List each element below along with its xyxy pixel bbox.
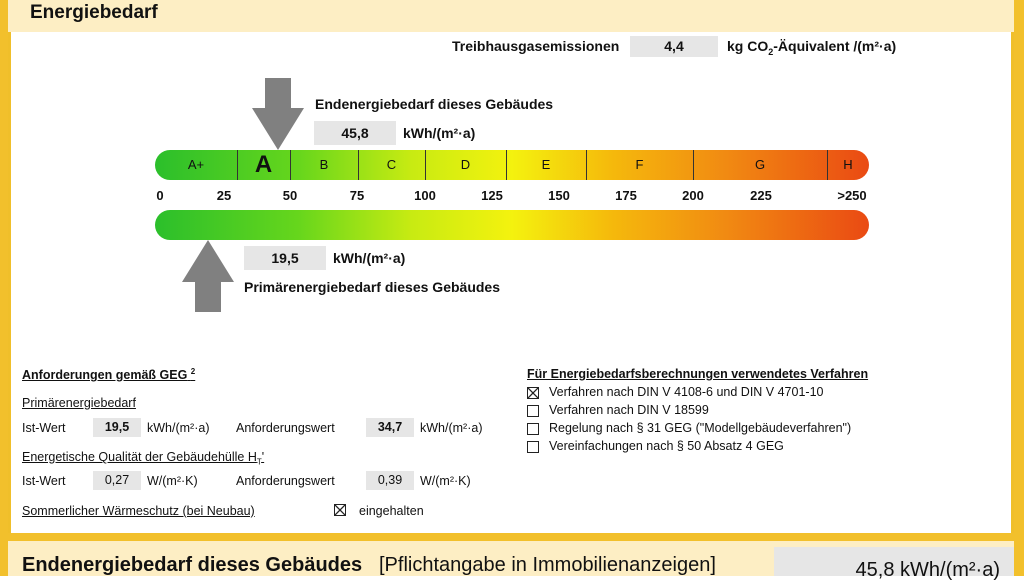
method-label: Regelung nach § 31 GEG ("Modellgebäudeverfahren") (549, 421, 852, 435)
scale-tick-label: >250 (837, 188, 867, 203)
endenergie-unit: kWh/(m²·a) (403, 125, 476, 141)
huelle-anf-value: 0,39 (366, 471, 414, 490)
energy-class-d: D (460, 157, 471, 172)
ist-label: Ist-Wert (22, 421, 66, 435)
anf-unit: kWh/(m²·a) (420, 421, 483, 435)
scale-tick-label: 100 (414, 188, 436, 203)
scale-tick-label: 175 (615, 188, 637, 203)
scale-tick-label: 0 (156, 188, 164, 203)
anf-label: Anforderungswert (236, 421, 335, 435)
energy-class-h: H (843, 157, 853, 172)
section-title: Energiebedarf (30, 2, 158, 23)
huelle-ist-value: 0,27 (93, 471, 141, 490)
class-separator (827, 150, 828, 180)
method-label: Verfahren nach DIN V 18599 (549, 403, 709, 417)
class-separator (425, 150, 426, 180)
scale-tick-label: 225 (750, 188, 772, 203)
endenergie-label: Endenergiebedarf dieses Gebäudes (315, 96, 554, 112)
scale-tick-label: 150 (548, 188, 570, 203)
check-cross-icon (528, 388, 538, 398)
scale-tick-label: 75 (349, 188, 365, 203)
class-separator (586, 150, 587, 180)
primary-energy-scale (155, 210, 869, 240)
anf-value: 34,7 (366, 418, 414, 437)
energy-class-f: F (635, 157, 644, 172)
footer-value: 45,8 kWh/(m²·a) (855, 559, 1000, 581)
huelle-ist-label: Ist-Wert (22, 474, 66, 488)
primaer-req-title: Primärenergiebedarf (22, 396, 136, 410)
endenergie-arrow-icon (252, 78, 304, 150)
class-separator (237, 150, 238, 180)
energy-class-b: B (319, 157, 329, 172)
ghg-unit: kg $CO_2$-Äquivalent /(m²·a) (727, 38, 897, 57)
footer-value-box (774, 547, 1014, 581)
method-label: Verfahren nach DIN V 4108-6 und DIN V 4701-10 (549, 385, 824, 399)
class-separator (693, 150, 694, 180)
energy-class-aplus: A+ (187, 157, 205, 172)
scale-tick-label: 25 (216, 188, 232, 203)
ist-unit: kWh/(m²·a) (147, 421, 210, 435)
energy-class-a: A (254, 151, 273, 178)
class-separator (290, 150, 291, 180)
huelle-anf-label: Anforderungswert (236, 474, 335, 488)
scale-tick-label: 200 (682, 188, 704, 203)
waermeschutz-label: Sommerlicher Wärmeschutz (bei Neubau) (22, 504, 255, 518)
waermeschutz-checkbox[interactable] (334, 504, 346, 516)
huelle-ist-unit: W/(m²·K) (147, 474, 198, 488)
energy-class-scale (155, 150, 869, 180)
method-checkbox[interactable] (527, 423, 539, 435)
ist-value: 19,5 (93, 418, 141, 437)
endenergie-value: 45,8 (314, 121, 396, 145)
huelle-anf-unit: W/(m²·K) (420, 474, 471, 488)
section-header (8, 0, 1014, 32)
huelle-title: Energetische Qualität der Gebäudehülle $H_T'$ (22, 450, 265, 467)
methods-title: Für Energiebedarfsberechnungen verwendetes Verfahren (527, 367, 869, 381)
scale-tick-label: 125 (481, 188, 503, 203)
primaerenergie-unit: kWh/(m²·a) (333, 250, 406, 266)
energy-class-e: E (541, 157, 551, 172)
method-checkbox[interactable] (527, 441, 539, 453)
ghg-label: Treibhausgasemissionen (452, 38, 620, 54)
method-checkbox[interactable] (527, 387, 539, 399)
primaerenergie-value: 19,5 (244, 246, 326, 270)
scale-tick-label: 50 (282, 188, 298, 203)
footer-note: [Pflichtangabe in Immobilienanzeigen] (379, 554, 716, 576)
footer-title: Endenergiebedarf dieses Gebäudes (22, 554, 363, 576)
method-checkbox[interactable] (527, 405, 539, 417)
footer-bar (8, 541, 1014, 581)
energy-class-c: C (386, 157, 397, 172)
class-separator (506, 150, 507, 180)
energy-class-g: G (754, 157, 766, 172)
primaerenergie-label: Primärenergiebedarf dieses Gebäudes (244, 279, 500, 295)
check-cross-icon (335, 505, 345, 515)
waermeschutz-status: eingehalten (359, 504, 424, 518)
class-separator (358, 150, 359, 180)
primaerenergie-arrow-icon (182, 240, 234, 312)
method-label: Vereinfachungen nach § 50 Absatz 4 GEG (549, 439, 784, 453)
ghg-value: 4,4 (630, 36, 718, 57)
requirements-title: Anforderungen gemäß GEG $^2$ (22, 367, 196, 383)
